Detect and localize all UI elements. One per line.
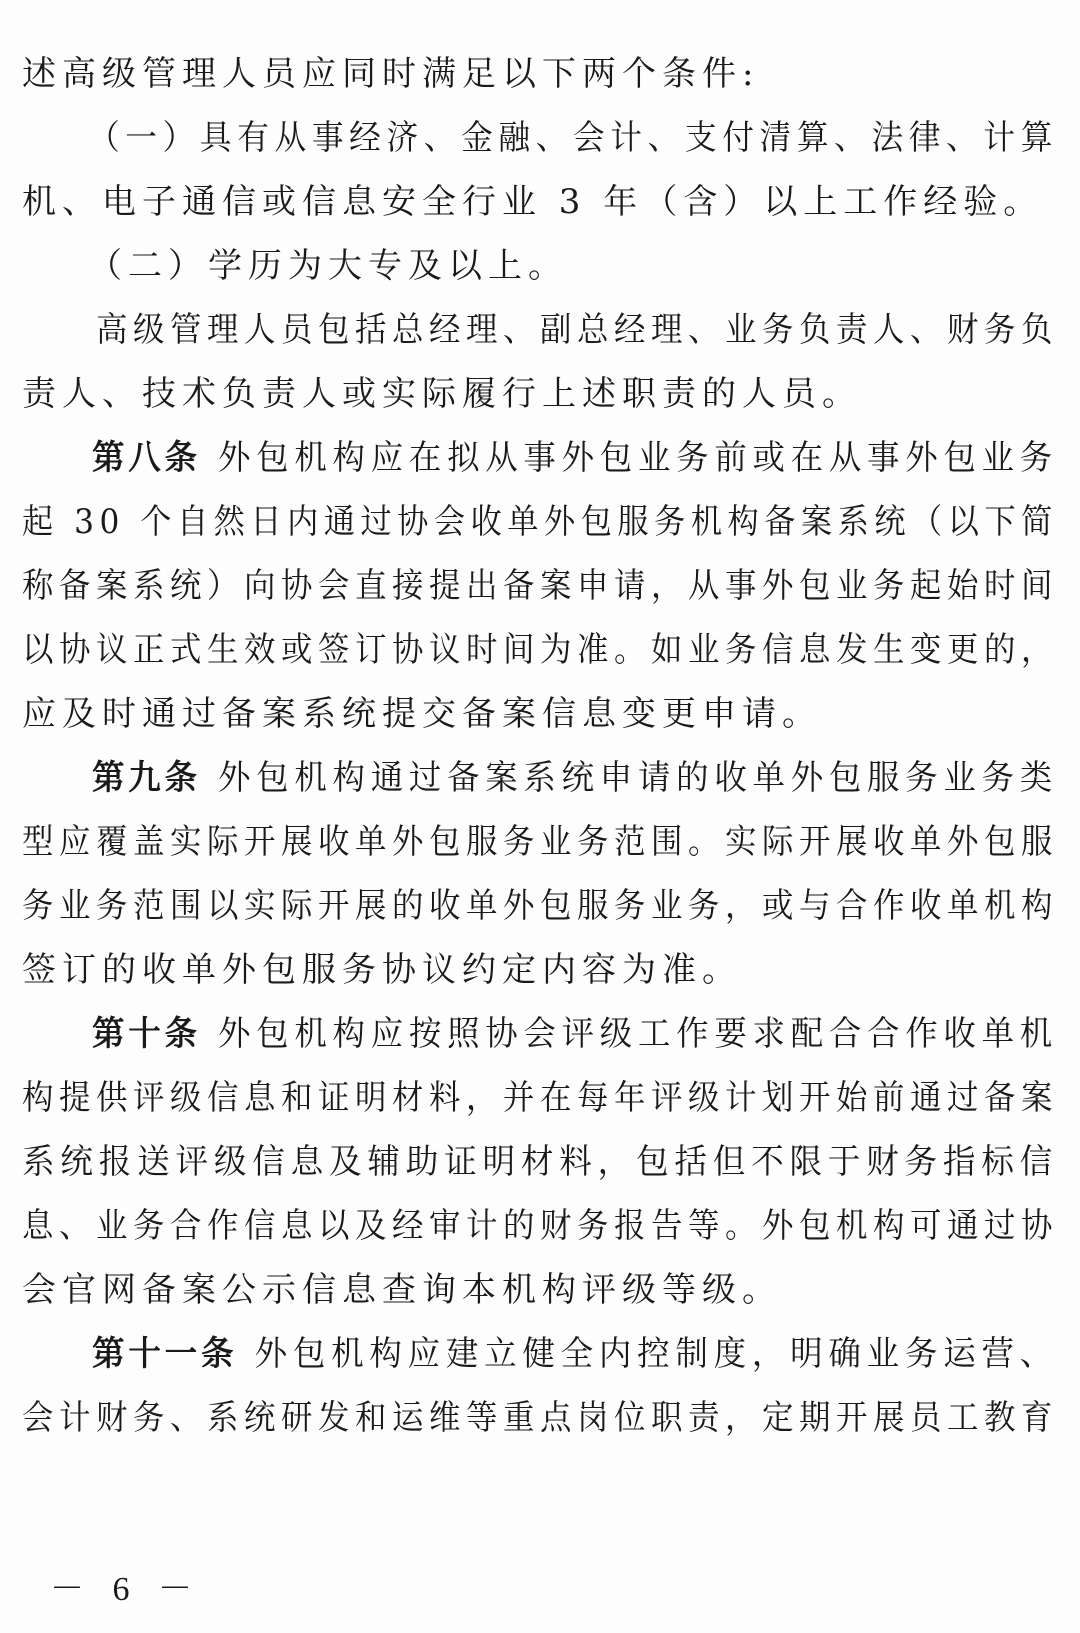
- line-text: 签订的收单外包服务协议约定内容为准。: [22, 950, 742, 990]
- article-heading-line: [0, 1002, 1080, 1066]
- text-line: [0, 490, 1080, 554]
- line-text: 会计财务、系统研发和运维等重点岗位职责，定期开展员工教育: [22, 1398, 1058, 1438]
- text-line: [0, 938, 1080, 1002]
- line-text: （二）学历为大专及以上。: [88, 246, 568, 286]
- line-text: 构提供评级信息和证明材料，并在每年评级计划开始前通过备案: [22, 1078, 1058, 1118]
- line-text: 以协议正式生效或签订协议时间为准。如业务信息发生变更的，: [22, 630, 1058, 670]
- line-text: 责人、技术负责人或实际履行上述职责的人员。: [22, 374, 862, 414]
- line-text: 息、业务合作信息以及经审计的财务报告等。外包机构可通过协: [22, 1206, 1058, 1246]
- line-text: 外包机构应在拟从事外包业务前或在从事外包业务: [217, 438, 1058, 478]
- line-text: 称备案系统）向协会直接提出备案申请，从事外包业务起始时间: [22, 566, 1058, 606]
- text-line: [0, 1194, 1080, 1258]
- line-text: 会官网备案公示信息查询本机构评级等级。: [22, 1270, 782, 1310]
- text-line: [0, 682, 1080, 746]
- article-heading-line: [0, 746, 1080, 810]
- line-text: （一）具有从事经济、金融、会计、支付清算、法律、计算: [88, 118, 1059, 158]
- text-line: [0, 810, 1080, 874]
- line-text: 务业务范围以实际开展的收单外包服务业务，或与合作收单机构: [22, 886, 1058, 926]
- text-line: [0, 618, 1080, 682]
- article-title: 第十一条: [92, 1334, 238, 1374]
- article-heading-line: [0, 1322, 1080, 1386]
- article-title: 第十条: [92, 1014, 201, 1054]
- text-line: [0, 1130, 1080, 1194]
- line-text: 外包机构应按照协会评级工作要求配合合作收单机: [217, 1014, 1058, 1054]
- page-number: － 6 －: [50, 1571, 202, 1608]
- line-text: 高级管理人员包括总经理、副总经理、业务负责人、财务负: [96, 310, 1058, 350]
- article-title: 第九条: [92, 758, 201, 798]
- text-line: [0, 554, 1080, 618]
- text-line: [0, 1386, 1080, 1450]
- line-text: 外包机构应建立健全内控制度，明确业务运营、: [254, 1334, 1058, 1374]
- text-line: [0, 1258, 1080, 1322]
- text-line: [0, 42, 1080, 106]
- line-text: 型应覆盖实际开展收单外包服务业务范围。实际开展收单外包服: [22, 822, 1058, 862]
- text-line: [0, 362, 1080, 426]
- line-text: 起 30 个自然日内通过协会收单外包服务机构备案系统（以下简: [22, 502, 1058, 542]
- article-heading-line: [0, 426, 1080, 490]
- text-line: [0, 106, 1080, 170]
- text-line: [0, 234, 1080, 298]
- line-text: 机、电子通信或信息安全行业 3 年（含）以上工作经验。: [22, 182, 1044, 222]
- line-text: 外包机构通过备案系统申请的收单外包服务业务类: [217, 758, 1058, 798]
- article-title: 第八条: [92, 438, 201, 478]
- line-text: 述高级管理人员应同时满足以下两个条件:: [22, 54, 760, 94]
- text-line: [0, 170, 1080, 234]
- text-line: [0, 874, 1080, 938]
- line-text: 应及时通过备案系统提交备案信息变更申请。: [22, 694, 822, 734]
- text-line: [0, 1066, 1080, 1130]
- text-line: [0, 298, 1080, 362]
- line-text: 系统报送评级信息及辅助证明材料，包括但不限于财务指标信: [22, 1142, 1059, 1182]
